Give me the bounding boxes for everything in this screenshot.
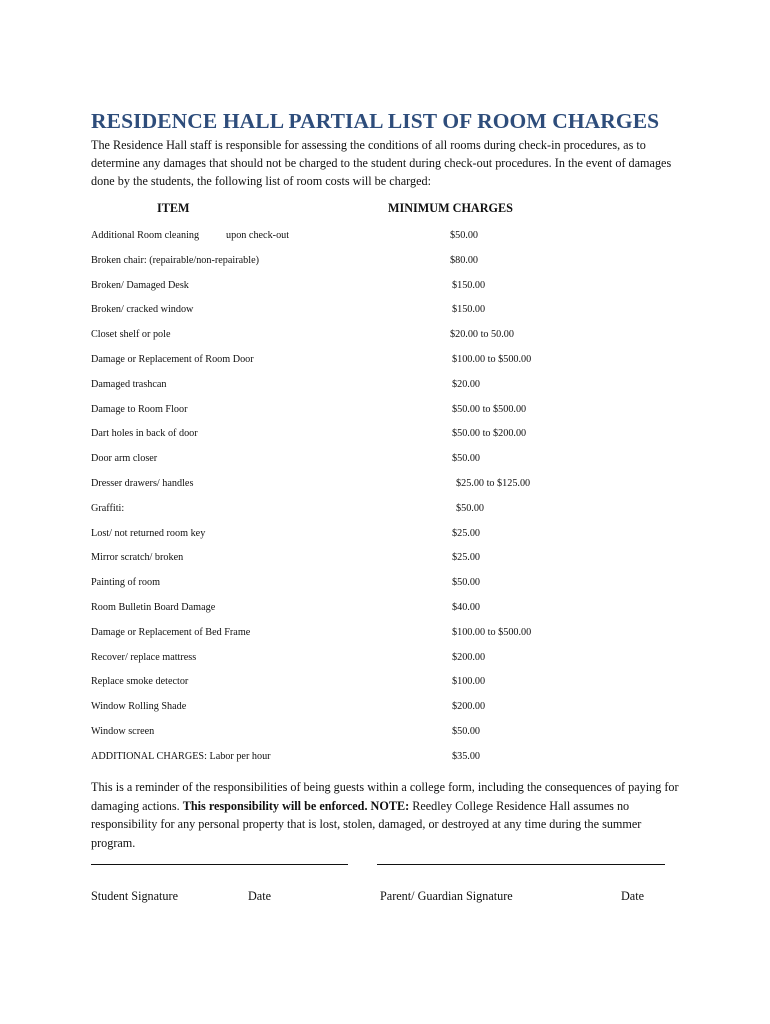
charge-value: $20.00 [452, 378, 481, 390]
item-label: Door arm closer [91, 453, 158, 465]
table-row [0, 602, 770, 616]
student-signature-label: Student Signature [91, 889, 178, 903]
charge-value: $200.00 [452, 651, 486, 663]
table-row [0, 280, 770, 294]
charge-value: $50.00 [450, 230, 479, 241]
table-row [0, 404, 770, 418]
intro-paragraph: The Residence Hall staff is responsible for assessing the conditions of all rooms during check-in procedures, as to determine any damages that should not be charged to the student during check-out procedures. In the event of damages done by the students, the following list of room costs will be charged: [91, 138, 672, 188]
item-label: Replace smoke detector [91, 676, 189, 688]
table-row [0, 503, 770, 517]
charge-value: $150.00 [452, 304, 486, 316]
parent-date-label: Date [621, 889, 645, 903]
charge-value: $50.00 [452, 577, 481, 589]
table-row [0, 379, 770, 393]
item-label: Additional Room cleaning [91, 230, 200, 241]
parent-signature-label: Parent/ Guardian Signature [380, 889, 513, 903]
item-label: Room Bulletin Board Damage [91, 602, 216, 613]
charge-value: $80.00 [450, 254, 479, 266]
note-label: NOTE: [370, 798, 410, 813]
table-row [0, 304, 770, 318]
table-row [0, 726, 770, 740]
column-header-item: ITEM [157, 201, 190, 215]
closing-text-1: This is a reminder of the responsibilities of being guests within a college form, including the consequences of paying for damaging actions. [91, 780, 679, 813]
table-row [0, 453, 770, 467]
item-label: Painting of room [91, 577, 161, 589]
charge-value: $150.00 [452, 279, 486, 291]
item-label: Dresser drawers/ handles [91, 478, 194, 489]
item-label: Damage or Replacement of Bed Frame [91, 626, 251, 638]
item-label: Broken/ Damaged Desk [91, 279, 189, 291]
table-row [0, 751, 770, 765]
student-signature-line [91, 864, 348, 865]
charge-value: $100.00 to $500.00 [452, 354, 532, 365]
item-label: Mirror scratch/ broken [91, 552, 184, 564]
item-label: Window Rolling Shade [91, 701, 187, 713]
charge-value: $50.00 [452, 726, 481, 737]
charge-value: $100.00 to $500.00 [452, 626, 532, 638]
charge-value: $25.00 to $125.00 [456, 478, 531, 489]
table-row [0, 329, 770, 343]
table-row [0, 528, 770, 542]
item-label: Dart holes in back of door [91, 428, 198, 440]
item-label: Broken chair: (repairable/non-repairable) [91, 254, 260, 266]
item-label: Window screen [91, 726, 155, 737]
item-label: Damage to Room Floor [91, 403, 188, 415]
charge-value: $20.00 to 50.00 [450, 329, 514, 341]
charge-value: $50.00 [452, 453, 481, 465]
item-label: Damage or Replacement of Room Door [91, 354, 254, 365]
charge-value: $50.00 to $500.00 [452, 403, 527, 415]
item-label: Graffiti: [91, 502, 125, 514]
table-row [0, 478, 770, 492]
table-row [0, 354, 770, 368]
parent-signature-line [377, 864, 665, 865]
item-label: Recover/ replace mattress [91, 651, 197, 663]
table-row [0, 230, 770, 244]
table-row [0, 652, 770, 666]
closing-text-3: Reedley College Residence Hall assumes no responsibility for any personal property that is lost, stolen, damaged, or destroyed at any time during the summer program. [91, 798, 642, 850]
charge-value: $40.00 [452, 602, 481, 613]
closing-paragraph [91, 778, 681, 852]
page-title: RESIDENCE HALL PARTIAL LIST OF ROOM CHARGES [91, 109, 660, 133]
charge-value: $100.00 [452, 676, 486, 688]
table-row [0, 701, 770, 715]
table-row [0, 428, 770, 442]
table-row [0, 627, 770, 641]
item-note: upon check-out [226, 230, 290, 241]
student-date-label: Date [248, 889, 272, 903]
charge-value: $25.00 [452, 527, 481, 539]
item-label: ADDITIONAL CHARGES: Labor per hour [91, 750, 271, 762]
charge-value: $50.00 to $200.00 [452, 428, 527, 440]
table-row [0, 552, 770, 566]
table-row [0, 255, 770, 269]
item-label: Closet shelf or pole [91, 329, 171, 341]
item-label: Broken/ cracked window [91, 304, 194, 316]
table-row [0, 676, 770, 690]
enforcement-statement: This responsibility will be enforced. [182, 798, 368, 813]
item-label: Damaged trashcan [91, 378, 167, 390]
charge-value: $200.00 [452, 701, 486, 713]
item-label: Lost/ not returned room key [91, 527, 206, 539]
charge-value: $35.00 [452, 750, 481, 762]
charge-value: $25.00 [452, 552, 481, 564]
table-row [0, 577, 770, 591]
charge-value: $50.00 [456, 502, 485, 514]
column-header-minimum-charges: MINIMUM CHARGES [388, 201, 513, 215]
